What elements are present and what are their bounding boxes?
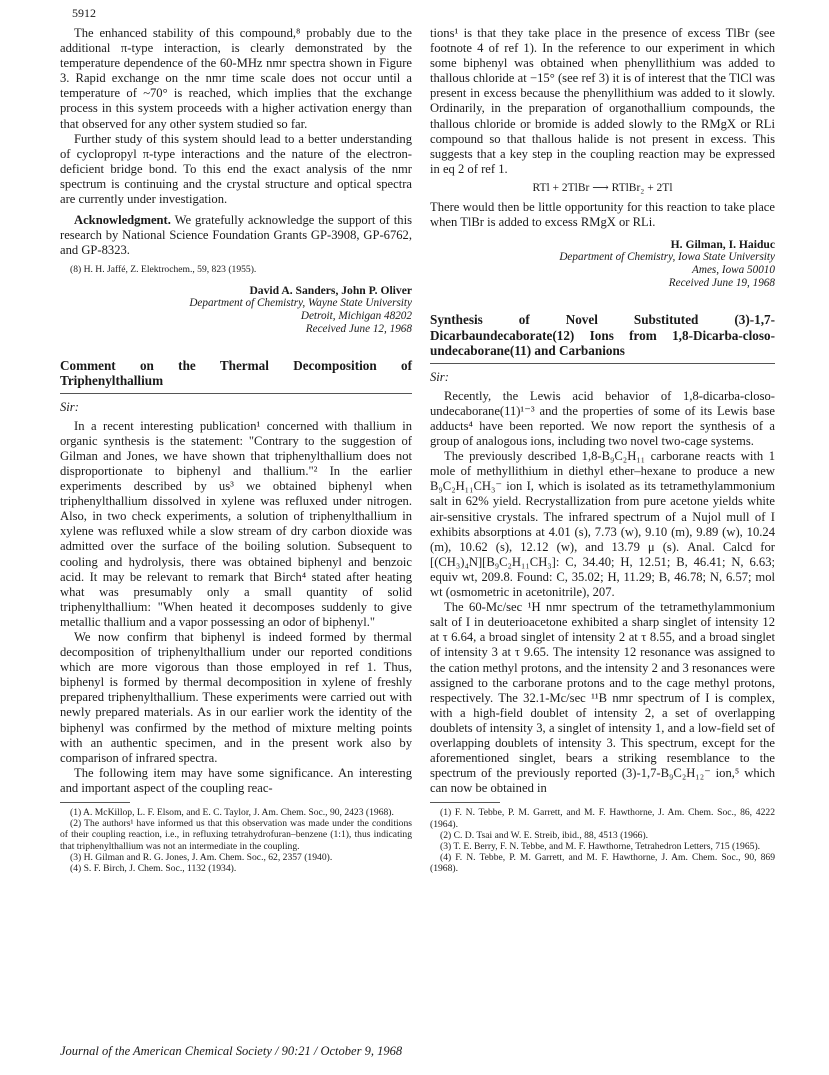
footnote: (2) The authors¹ have informed us that this observation was made under the conditions of their coupling reaction, i.e., in refluxing tetrahydrofuran–benzene (1:1), thus indicating that triphenylthallium was not an intermediate in the coupling. xyxy=(60,818,412,852)
received-date: Received June 12, 1968 xyxy=(305,322,412,335)
salutation: Sir: xyxy=(60,399,79,414)
paragraph: In a recent interesting publication¹ concerned with thallium in organic synthesis is the statement: "Contrary to the suggestion of Gilman and Jones, we have shown that triphenylthallium does not disproportionate to biphenyl and thallium."² In the earlier experiments described by us³ we obtained biphenyl when triphenylthallium dissolved in xylene was refluxed under nitrogen. Also, in two check experiments, a solution of triphenylthallium in xylene was refluxed while a slow stream of dry carbon dioxide was admitted over the surface of the boiling solution. Subsequent to cooling and hydrolysis, there was obtained biphenyl and benzoic acid. It may be relevant to remark that Birch⁴ stated after heating what was presumably only a small quantity of solid triphenylthallium: "When heated it decomposes suddenly to give metallic thallium and a vapor possessing an odor of biphenyl." xyxy=(60,418,412,629)
footnote: (8) H. H. Jaffé, Z. Elektrochem., 59, 823 (1955). xyxy=(70,264,257,276)
author-names: David A. Sanders, John P. Oliver xyxy=(249,283,412,297)
divider xyxy=(430,363,775,364)
footnote: (4) S. F. Birch, J. Chem. Soc., 1132 (1934). xyxy=(70,863,237,875)
footnote-divider xyxy=(430,802,500,803)
footnote: (3) H. Gilman and R. G. Jones, J. Am. Chem. Soc., 62, 2357 (1940). xyxy=(70,851,333,863)
paragraph: We now confirm that biphenyl is indeed formed by thermal decomposition of triphenylthallium under our reported conditions which are more vigorous than those employed in ref 1. Thus, biphenyl is formed by thermal decomposition in xylene of freshly prepared triphenylthallium. These experiments were carried out with newly prepared materials. As in our earlier work the identity of the biphenyl was confirmed by the method of mixture melting points with an authentic specimen, and in the present work also by comparison of infrared spectra. xyxy=(60,630,412,765)
paragraph: tions¹ is that they take place in the presence of excess TlBr (see footnote 4 of ref 1). In the reference to our experiment in which some biphenyl was obtained when phenyllithium was added to thallous chloride at −15° (see ref 3) it is of interest that the TlCl was present in excess because the phenyllithium was added to it slowly. Ordinarily, in the preparation of organothallium compounds, the thallous chloride or bromide is added slowly to the RMgX or RLi compound so that thallous halide is not present in excess. This suggests that a key step in the coupling reaction may be expressed in eq 2 of ref 1. xyxy=(430,26,775,176)
acknowledgment-text: We gratefully acknowledge the support of this research by National Science Foundation Grants GP-3908, GP-6762, and GP-8323. xyxy=(60,213,412,258)
divider xyxy=(60,393,412,394)
salutation: Sir: xyxy=(430,369,449,384)
paragraph: The 60-Mc/sec ¹H nmr spectrum of the tetramethylammonium salt of I in deuterioacetone exhibited a sharp singlet of intensity 12 at τ 6.64, a broad singlet of intensity 2 at τ 8.55, and a broad singlet of intensity 3 at τ 9.65. The intensity 12 resonance was assigned to the cation methyl protons, and the intensity 2 and 3 resonances were assigned to the carborane protons and to the cage methyl protons, respectively. The 32.1-Mc/sec ¹¹B nmr spectrum of I is complex, with a high-field doublet of intensity 2, a set of overlapping doublets of intensity 3, a singlet of intensity 1, and a low-field set of overlapping doublets of intensity 3. This spectrum, except for the aforementioned singlet, bears a striking resemblance to the spectrum of the previously reported (3)-1,7-B₉C₂H₁₂⁻ ion,⁵ which can now be obtained in xyxy=(430,600,775,796)
journal-footer: Journal of the American Chemical Society / 90:21 / October 9, 1968 xyxy=(60,1044,403,1058)
paragraph: Further study of this system should lead to a better understanding of cyclopropyl π-type interactions and the nature of the electron-deficient bridge bond. To this end the exact analysis of the nmr spectrum is continuing and the crystal structure and optical spectra are currently under investigation. xyxy=(60,131,412,207)
footnote: (4) F. N. Tebbe, P. M. Garrett, and M. F. Hawthorne, J. Am. Chem. Soc., 90, 869 (1968). xyxy=(430,852,775,875)
footnote: (3) T. E. Berry, F. N. Tebbe, and M. F. Hawthorne, Tetrahedron Letters, 715 (1965). xyxy=(440,840,761,852)
paragraph: Recently, the Lewis acid behavior of 1,8-dicarba-closo-undecaborane(11)¹⁻³ and the properties of some of its Lewis base adducts⁴ have been reported. We now report the synthesis of a group of analogous ions, including two novel two-cage systems. xyxy=(430,388,775,449)
page-number: 5912 xyxy=(72,6,96,20)
footnote: (2) C. D. Tsai and W. E. Streib, ibid., 88, 4513 (1966). xyxy=(440,829,649,841)
paragraph: The following item may have some significance. An interesting and important aspect of the coupling reac- xyxy=(60,765,412,795)
article-title: Synthesis of Novel Substituted (3)-1,7-Dicarbaundecaborate(12) Ions from 1,8-Dicarba-closo-undecaborane(11) and Carbanions xyxy=(430,312,775,359)
footnote-divider xyxy=(60,802,130,803)
acknowledgment xyxy=(60,213,412,258)
signature-block xyxy=(430,238,775,290)
received-date: Received June 19, 1968 xyxy=(668,277,775,290)
paragraph: The enhanced stability of this compound,⁸ probably due to the additional π-type interaction, is clearly demonstrated by the temperature dependence of the 60-MHz nmr spectra shown in Figure 3. Rapid exchange on the nmr time scale does not occur until a temperature of ~70° is reached, which implies that the exchange process in this system proceeds with a higher activation energy than that observed for any other system studied so far. xyxy=(60,26,412,131)
footnote: (1) A. McKillop, L. F. Elsom, and E. C. Taylor, J. Am. Chem. Soc., 90, 2423 (1968). xyxy=(70,807,394,819)
city: Ames, Iowa 50010 xyxy=(692,264,775,277)
city: Detroit, Michigan 48202 xyxy=(300,309,412,322)
right-column xyxy=(430,26,775,875)
acknowledgment-heading: Acknowledgment. xyxy=(74,213,171,228)
paragraph: The previously described 1,8-B₉C₂H₁₁ carborane reacts with 1 mole of methyllithium in diethyl ether–hexane to produce a new B₉C₂H₁₁CH₃⁻ ion I, which is isolated as its tetramethylammonium salt in 62% yield. Recrystallization from pure acetone yields white air-sensitive crystals. The infrared spectrum of a Nujol mull of I exhibits absorptions at 4.01 (s), 7.73 (w), 9.10 (m), 9.89 (w), 10.24 (m), 10.62 (s), 12.12 (w), and 13.79 μ (s). Anal. Calcd for [(CH₃)₄N][B₉C₂H₁₁CH₃]: C, 34.40; H, 12.51; B, 46.41; N, 6.63; equiv wt, 209.8. Found: C, 35.02; H, 11.29; B, 46.78; N, 6.57; mol wt (osmometric in acetonitrile), 207. xyxy=(430,449,775,600)
article-title: Comment on the Thermal Decomposition of Triphenylthallium xyxy=(60,357,412,389)
department: Department of Chemistry, Wayne State University xyxy=(189,296,412,309)
author-names: H. Gilman, I. Haiduc xyxy=(670,238,775,252)
footnote: (1) F. N. Tebbe, P. M. Garrett, and M. F. Hawthorne, J. Am. Chem. Soc., 86, 4222 (1964). xyxy=(430,807,775,830)
left-column xyxy=(60,26,412,874)
department: Department of Chemistry, Iowa State University xyxy=(559,251,775,264)
signature-block xyxy=(60,284,412,336)
paragraph: There would then be little opportunity for this reaction to take place when TlBr is added to excess RMgX or RLi. xyxy=(430,200,775,230)
equation: RTl + 2TlBr ⟶ RTlBr₂ + 2Tl xyxy=(532,181,673,194)
